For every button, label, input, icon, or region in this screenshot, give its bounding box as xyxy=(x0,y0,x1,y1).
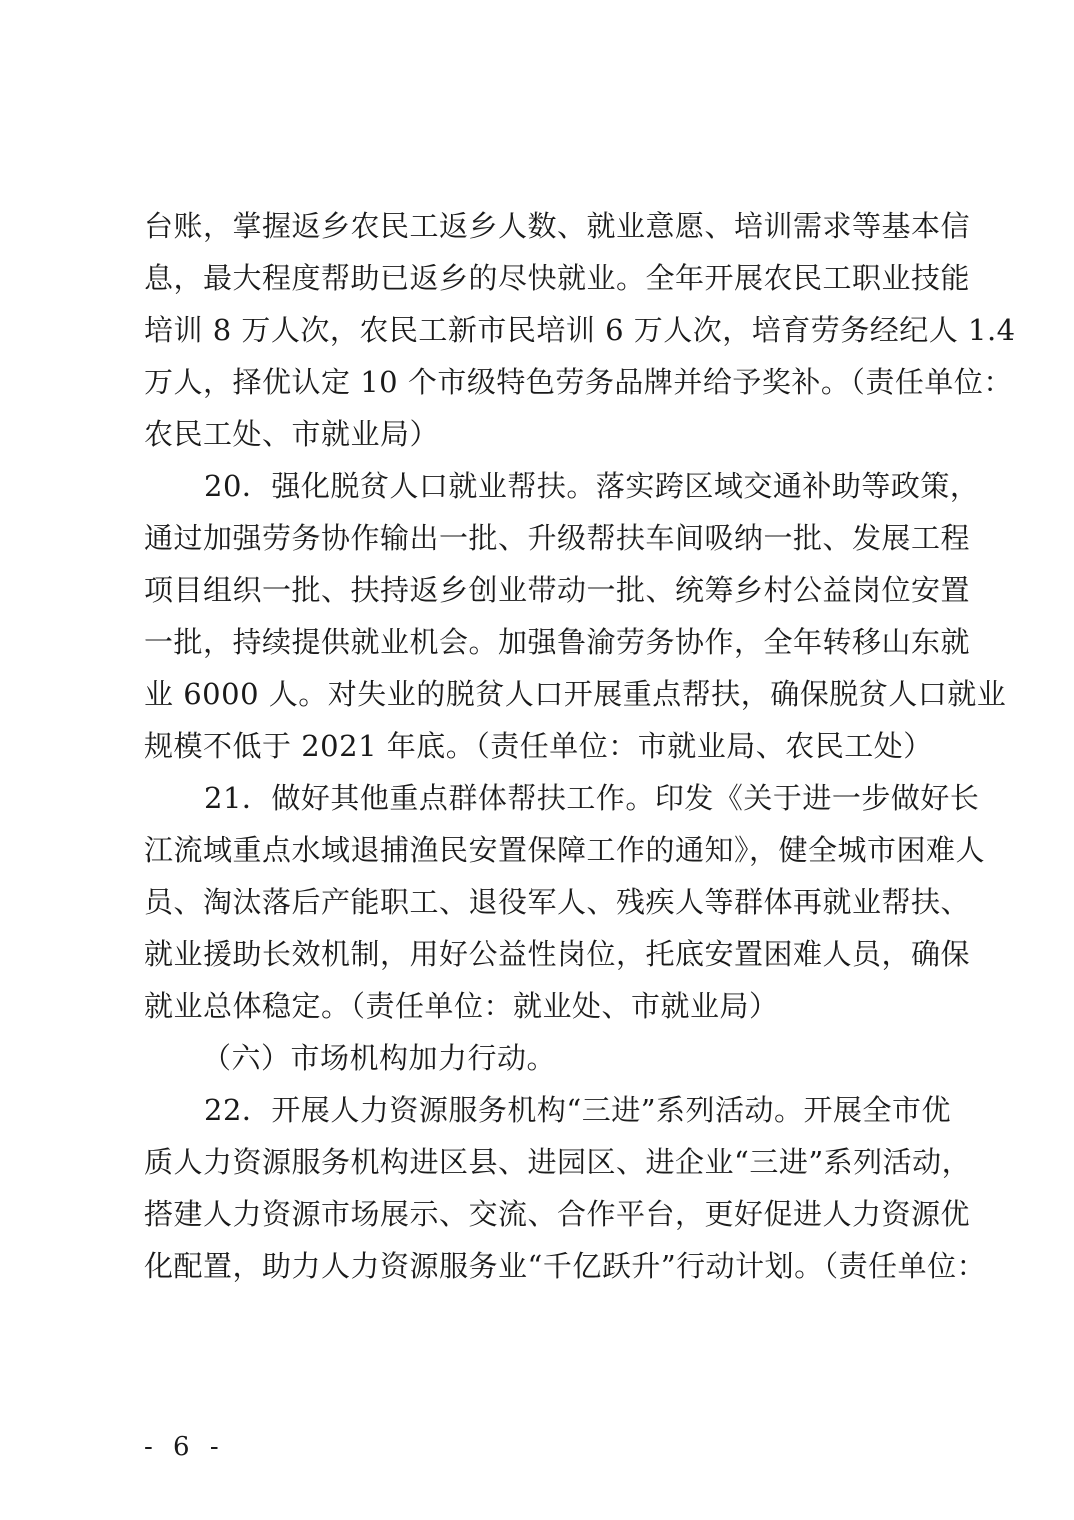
paragraph-line: 通过加强劳务协作输出一批、升级帮扶车间吸纳一批、发展工程 xyxy=(144,521,971,555)
subsection-heading-6: （六）市场机构加力行动。 xyxy=(202,1041,557,1075)
paragraph-line: 一批，持续提供就业机会。加强鲁渝劳务协作，全年转移山东就 xyxy=(144,625,971,659)
paragraph-line: 搭建人力资源市场展示、交流、合作平台，更好促进人力资源优 xyxy=(144,1197,971,1231)
page-number: - 6 - xyxy=(144,1432,225,1462)
paragraph-line: 台账，掌握返乡农民工返乡人数、就业意愿、培训需求等基本信 xyxy=(144,209,971,243)
paragraph-line: 员、淘汰落后产能职工、退役军人、残疾人等群体再就业帮扶、 xyxy=(144,885,971,919)
paragraph-line: 就业总体稳定。（责任单位：就业处、市就业局） xyxy=(144,989,779,1023)
body-text xyxy=(144,200,1016,1292)
section-heading-22: 22．开展人力资源服务机构“三进”系列活动。开展全市优 xyxy=(204,1093,952,1127)
paragraph-line: 项目组织一批、扶持返乡创业带动一批、统筹乡村公益岗位安置 xyxy=(144,573,971,607)
paragraph-line: 质人力资源服务机构进区县、进园区、进企业“三进”系列活动， xyxy=(144,1145,972,1179)
paragraph-line: 业 6000 人。对失业的脱贫人口开展重点帮扶，确保脱贫人口就业 xyxy=(144,677,1007,711)
paragraph-line: 培训 8 万人次，农民工新市民培训 6 万人次，培育劳务经纪人 1.4 xyxy=(144,313,1016,347)
paragraph-line: 万人，择优认定 10 个市级特色劳务品牌并给予奖补。（责任单位： xyxy=(144,365,1013,399)
paragraph-line: 就业援助长效机制，用好公益性岗位，托底安置困难人员，确保 xyxy=(144,937,971,971)
section-heading-20: 20．强化脱贫人口就业帮扶。落实跨区域交通补助等政策， xyxy=(204,469,980,503)
section-heading-21: 21．做好其他重点群体帮扶工作。印发《关于进一步做好长 xyxy=(204,781,980,815)
paragraph-line: 化配置，助力人力资源服务业“千亿跃升”行动计划。（责任单位： xyxy=(144,1249,987,1283)
paragraph-line: 农民工处、市就业局） xyxy=(144,417,440,451)
paragraph-line: 规模不低于 2021 年底。（责任单位：市就业局、农民工处） xyxy=(144,729,933,763)
paragraph-line: 息，最大程度帮助已返乡的尽快就业。全年开展农民工职业技能 xyxy=(144,261,971,295)
paragraph-line: 江流域重点水域退捕渔民安置保障工作的通知》，健全城市困难人 xyxy=(144,833,986,867)
